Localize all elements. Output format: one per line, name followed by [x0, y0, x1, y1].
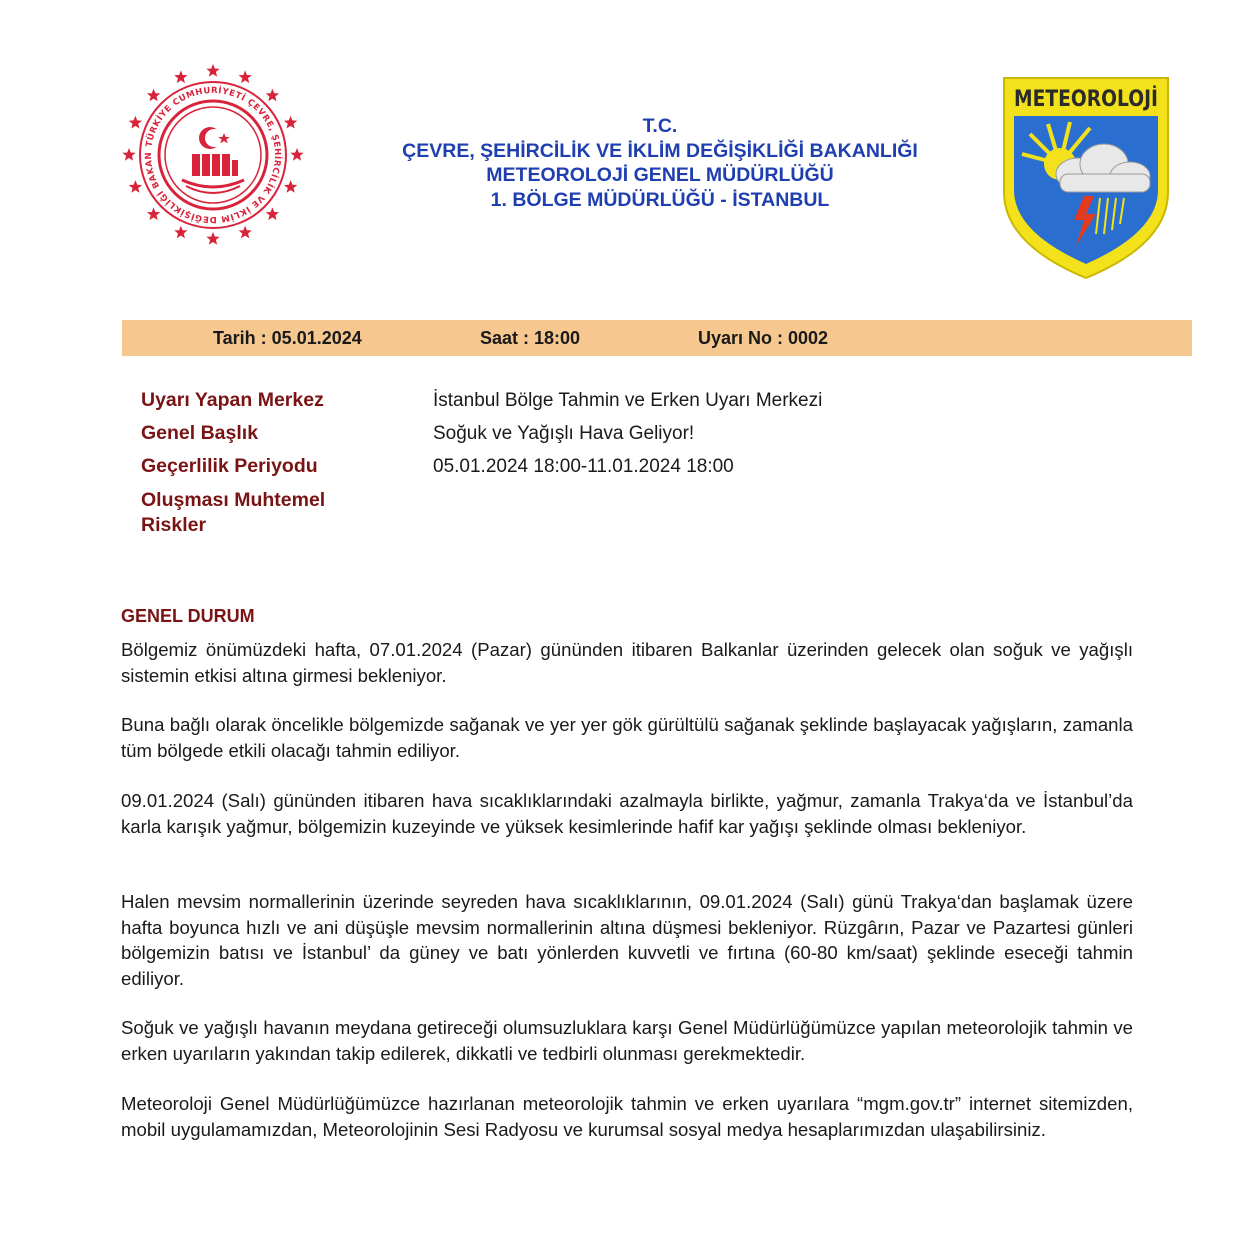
label-validity-period: Geçerlilik Periyodu	[141, 455, 318, 477]
meteoroloji-shield-logo	[1000, 74, 1172, 280]
seal-arc-text: TÜRKİYE CUMHURİYETİ ÇEVRE, ŞEHİRCİLİK VE İKLİM DEĞİŞİKLİĞİ BAKAN	[143, 85, 283, 225]
seal-star	[284, 116, 297, 129]
seal-star	[239, 70, 252, 83]
paragraph-1: Bölgemiz önümüzdeki hafta, 07.01.2024 (Pazar) gününden itibaren Balkanlar üzerinden gelecek olan soğuk ve yağışlı sistemin etkisi altına girmesi bekleniyor.	[121, 639, 1133, 686]
header-ministry: ÇEVRE, ŞEHİRCİLİK VE İKLİM DEĞİŞİKLİĞİ BAKANLIĞI	[402, 139, 918, 162]
header-directorate: METEOROLOJİ GENEL MÜDÜRLÜĞÜ	[486, 164, 834, 186]
value-validity-period: 05.01.2024 18:00-11.01.2024 18:00	[433, 456, 734, 477]
label-warning-center: Uyarı Yapan Merkez	[141, 389, 324, 411]
seal-star	[122, 148, 135, 161]
bar-time: Saat : 18:00	[480, 328, 581, 348]
value-general-title: Soğuk ve Yağışlı Hava Geliyor!	[433, 423, 695, 444]
paragraph-4: Halen mevsim normallerinin üzerinde seyreden hava sıcaklıklarının, 09.01.2024 (Salı) günü Trakya‘dan başlamak üzere hafta boyunca hızlı ve ani düşüşle mevsim normallerinin altına düşmesi bekleniyor. Rüzgârın, Pazar ve Pazartesi günleri bölgemizin batısı ve İstanbul’ da güney ve batı yönlerden kuvvetli ve fırtına (60-80 km/saat) şeklinde eseceği tahmin ediliyor.	[121, 891, 1133, 989]
label-general-title: Genel Başlık	[141, 422, 259, 444]
seal-star	[147, 207, 160, 220]
section-title-general-situation: GENEL DURUM	[121, 606, 255, 626]
paragraph-5: Soğuk ve yağışlı havanın meydana getireceği olumsuzluklara karşı Genel Müdürlüğümüzce yapılan meteorolojik tahmin ve erken uyarıların yakından takip edilerek, dikkatli ve tedbirli olunması gerekmektedir.	[121, 1017, 1133, 1064]
document-header	[330, 114, 990, 212]
bar-warning-no: Uyarı No : 0002	[698, 328, 829, 348]
shield-title: METEOROLOJİ	[1014, 87, 1172, 112]
seal-star	[290, 148, 303, 161]
seal-star	[266, 89, 279, 102]
seal-star	[174, 70, 187, 83]
seal-star	[129, 116, 142, 129]
bar-date: Tarih : 05.01.2024	[213, 328, 362, 348]
header-region: 1. BÖLGE MÜDÜRLÜĞÜ - İSTANBUL	[490, 188, 830, 211]
paragraph-3: 09.01.2024 (Salı) gününden itibaren hava sıcaklıklarındaki azalmayla birlikte, yağmur, zamanla Trakya‘da ve İstanbul’da karla karışık yağmur, bölgemizin kuzeyinde ve yüksek kesimlerinde hafif kar yağışı şeklinde olması bekleniyor.	[121, 790, 1133, 837]
seal-star	[174, 226, 187, 239]
label-possible-risks-line2: Riskler	[141, 514, 207, 536]
header-tc: T.C.	[642, 115, 678, 137]
seal-star	[129, 180, 142, 193]
seal-star	[206, 232, 219, 245]
label-possible-risks-line1: Oluşması Muhtemel	[141, 489, 326, 511]
paragraph-6: Meteoroloji Genel Müdürlüğümüzce hazırlanan meteorolojik tahmin ve erken uyarılara “mgm.gov.tr” internet sitemizden, mobil uygulamamızdan, Meteorolojinin Sesi Radyosu ve kurumsal sosyal medya hesaplarımızdan ulaşabilirsiniz.	[121, 1093, 1133, 1140]
seal-star	[284, 180, 297, 193]
seal-star	[239, 226, 252, 239]
seal-star	[147, 89, 160, 102]
seal-star	[206, 64, 219, 77]
paragraph-2: Buna bağlı olarak öncelikle bölgemizde sağanak ve yer yer gök gürültülü sağanak şeklinde başlayacak yağışların, zamanla tüm bölgede etkili olacağı tahmin ediliyor.	[121, 714, 1133, 761]
value-warning-center: İstanbul Bölge Tahmin ve Erken Uyarı Merkezi	[433, 390, 823, 411]
warning-info-bar	[122, 320, 1192, 356]
ministry-seal-logo	[120, 62, 306, 248]
seal-star	[266, 207, 279, 220]
